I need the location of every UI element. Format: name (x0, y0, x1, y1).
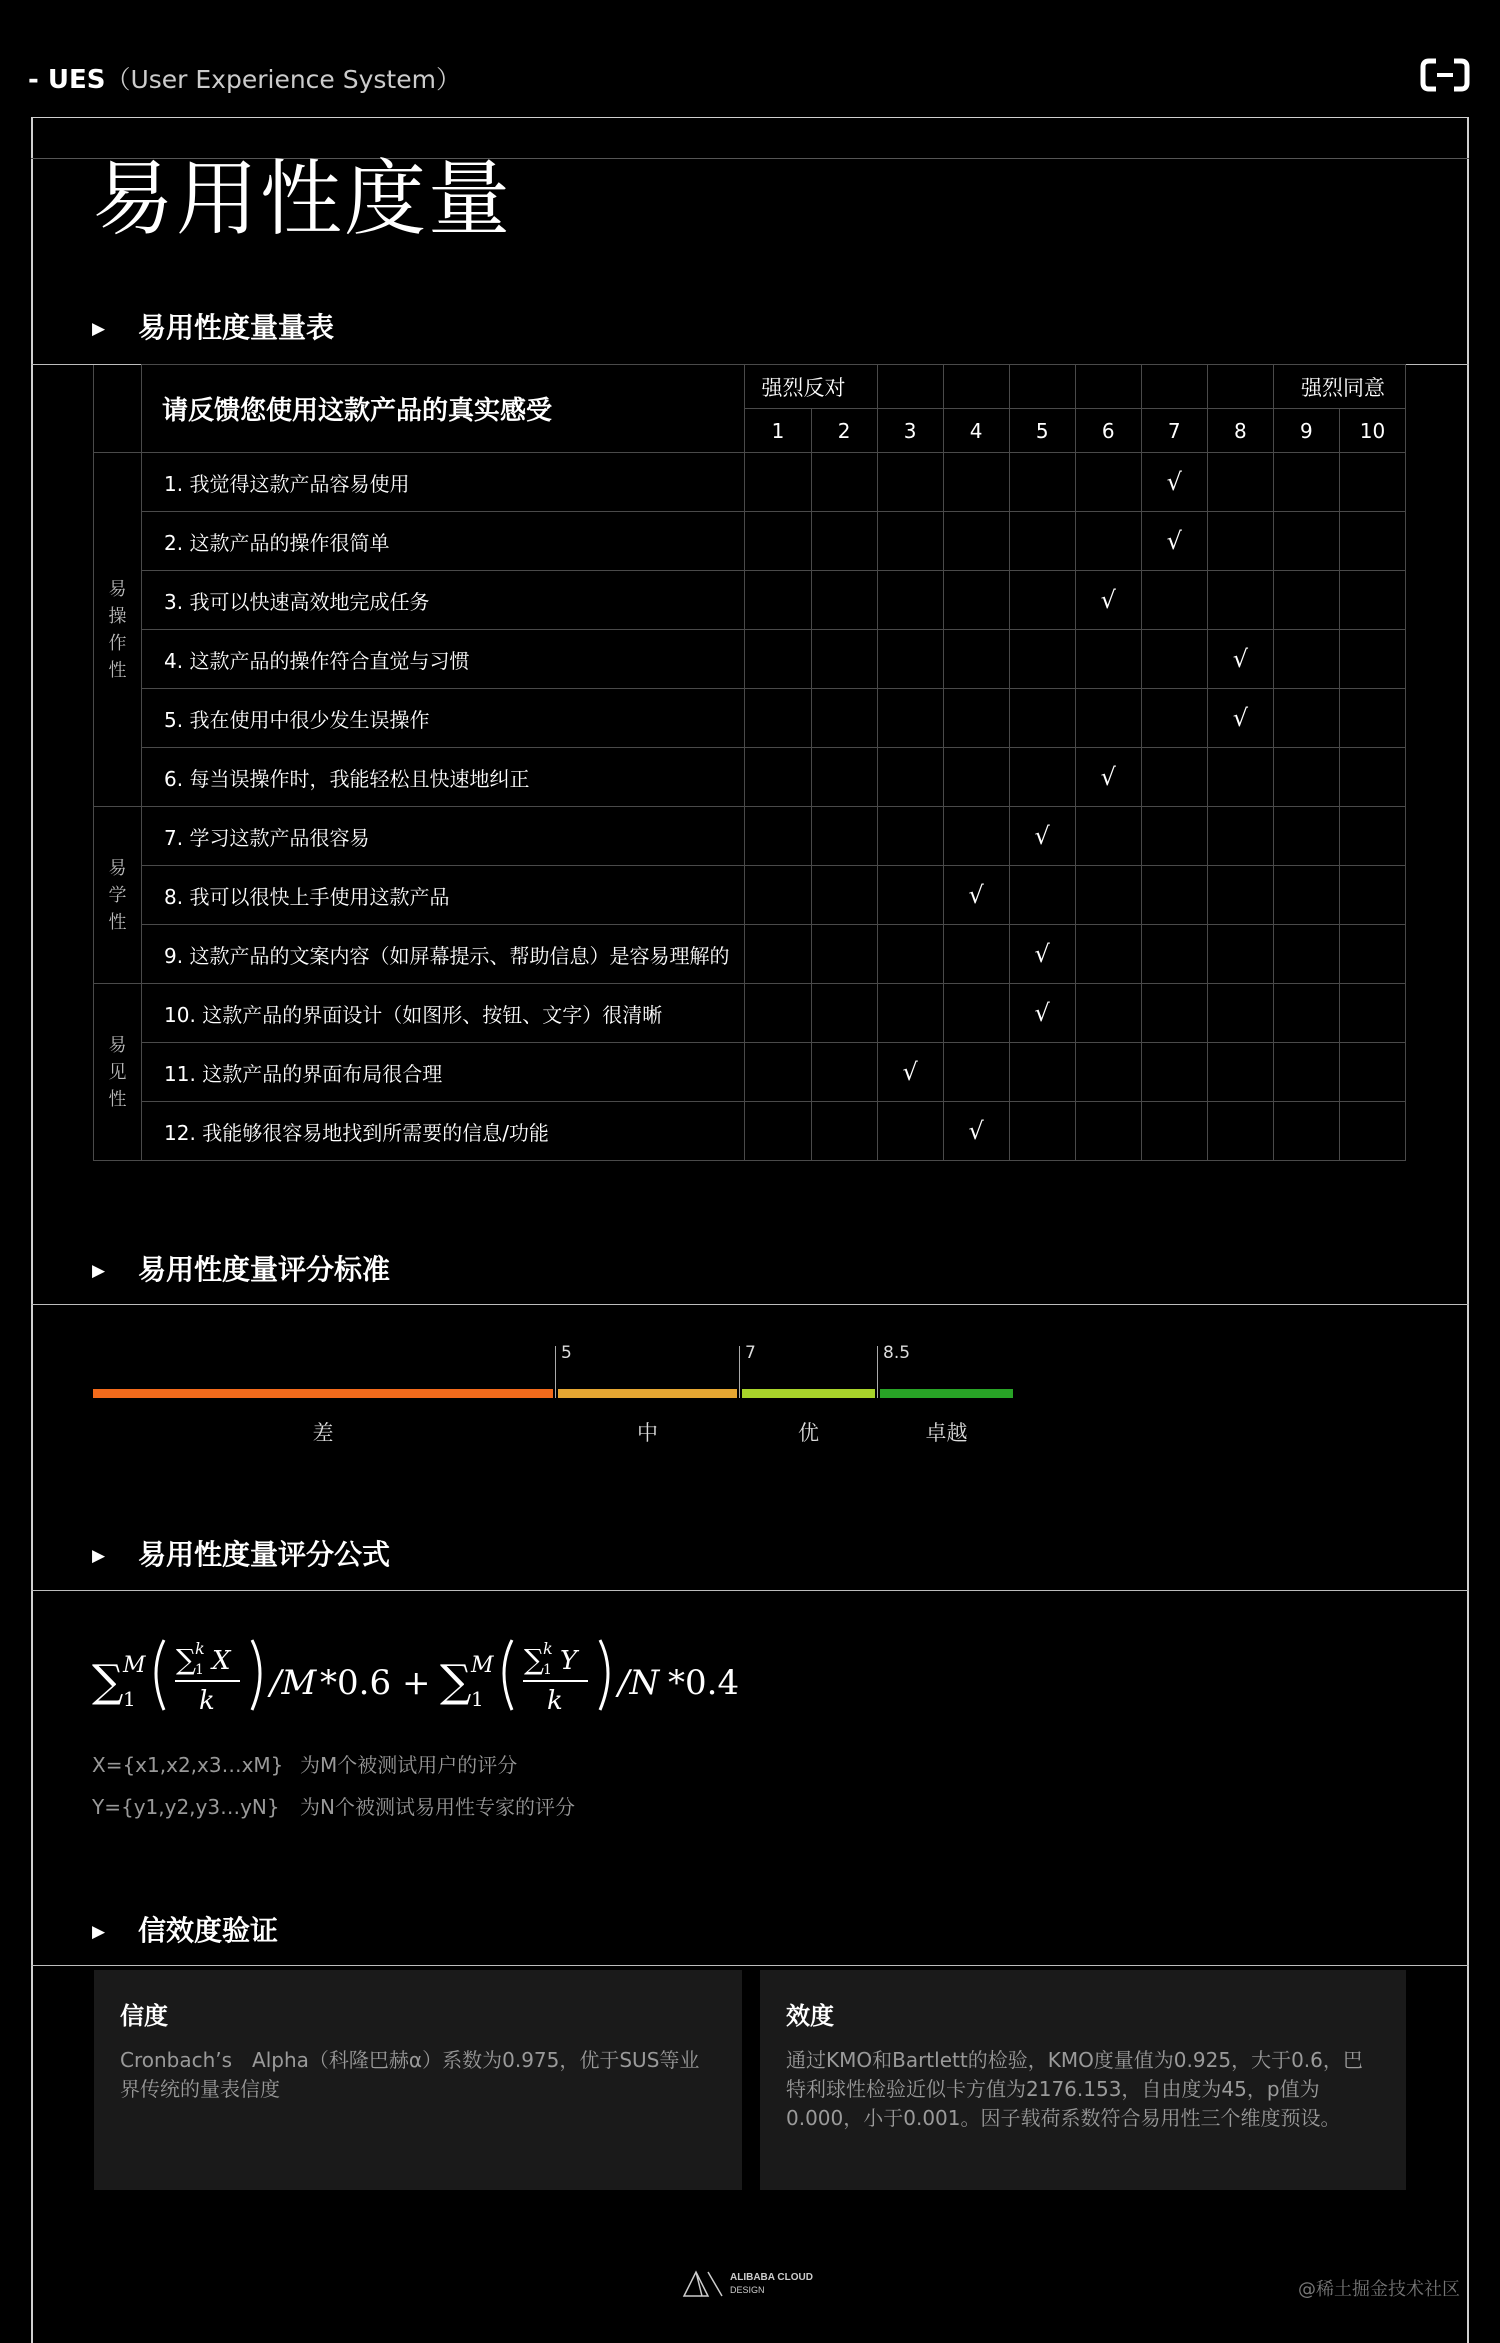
table-header-row (94, 365, 1406, 409)
brand-subtitle: （User Experience System） (105, 65, 461, 94)
inner2-lower-1: 1 (543, 1662, 552, 1678)
rating-cell[interactable] (1207, 453, 1273, 512)
var-y: Y (560, 1646, 578, 1676)
selected-check-cell[interactable]: √ (1207, 630, 1273, 689)
scale-number: 10 (1339, 409, 1405, 453)
rating-cell[interactable] (811, 1102, 877, 1161)
brand-title (28, 60, 461, 96)
rating-cell[interactable] (1339, 1043, 1405, 1102)
threshold-label: 7 (745, 1343, 756, 1363)
rating-cell[interactable] (1009, 1102, 1075, 1161)
triangle-bullet-icon: ▶ (92, 1922, 106, 1942)
rating-cell[interactable] (1207, 512, 1273, 571)
group-label-char: 见 (108, 1061, 127, 1083)
rating-cell[interactable] (943, 453, 1009, 512)
section-divider-2 (31, 1304, 1469, 1305)
rating-cell[interactable] (943, 1043, 1009, 1102)
rating-cell[interactable] (811, 748, 877, 807)
scale-number: 8 (1207, 409, 1273, 453)
survey-table (93, 364, 1406, 1157)
table-row (94, 807, 1406, 866)
rating-cell[interactable] (1207, 925, 1273, 984)
def-y-desc: 为N个被测试易用性专家的评分 (300, 1795, 575, 1819)
question-text: 7. 学习这款产品很容易 (142, 807, 745, 866)
rating-cell[interactable] (877, 925, 943, 984)
threshold-label: 8.5 (883, 1343, 911, 1363)
brand-prefix: - UES (28, 65, 106, 95)
question-text: 10. 这款产品的界面设计（如图形、按钮、文字）很清晰 (142, 984, 745, 1043)
triangle-bullet-icon: ▶ (92, 1546, 106, 1566)
validity-card (760, 1970, 1406, 2190)
rating-cell[interactable] (1339, 866, 1405, 925)
triangle-bullet-icon: ▶ (92, 319, 106, 339)
rating-cell[interactable] (943, 689, 1009, 748)
group-label-char: 操 (108, 605, 127, 627)
rating-cell[interactable] (1009, 630, 1075, 689)
alibaba-cloud-bracket-icon (1420, 58, 1470, 92)
rating-cell[interactable] (811, 807, 877, 866)
svg-text:∑: ∑ (524, 1643, 544, 1676)
validity-body: 通过KMO和Bartlett的检验，KMO度量值为0.925，大于0.6，巴特利球性检验近似卡方值为2176.153，自由度为45，p值为0.000，小于0.001。因子载荷系数符合易用性三个维度预设。 (786, 2048, 1363, 2130)
table-row (94, 689, 1406, 748)
rating-cell[interactable] (745, 807, 811, 866)
rating-cell[interactable] (1075, 1043, 1141, 1102)
group-label (94, 807, 142, 984)
rating-cell[interactable] (1339, 630, 1405, 689)
section-divider-4 (31, 1965, 1469, 1966)
header-blank-cell (1075, 365, 1141, 409)
weight-0-6: *0.6 (320, 1663, 392, 1703)
rating-cell[interactable] (745, 630, 811, 689)
rating-cell[interactable] (877, 984, 943, 1043)
reliability-card (94, 1970, 742, 2190)
question-text: 9. 这款产品的文案内容（如屏幕提示、帮助信息）是容易理解的 (142, 925, 745, 984)
def-x-set: X={x1,x2,x3…xM} (92, 1753, 284, 1777)
rating-cell[interactable] (1141, 1102, 1207, 1161)
rating-cell[interactable] (1339, 571, 1405, 630)
section-title: 信效度验证 (138, 1914, 279, 1947)
table-row (94, 748, 1406, 807)
header-blank-cell (1141, 365, 1207, 409)
rating-cell[interactable] (1141, 866, 1207, 925)
selected-check-cell[interactable]: √ (1141, 512, 1207, 571)
rating-cell[interactable] (811, 925, 877, 984)
rating-cell[interactable] (943, 748, 1009, 807)
rating-cell[interactable] (811, 984, 877, 1043)
selected-check-cell[interactable]: √ (1009, 807, 1075, 866)
scale-number: 6 (1075, 409, 1141, 453)
rating-cell[interactable] (1075, 1102, 1141, 1161)
rating-cell[interactable] (1273, 1043, 1339, 1102)
section-title: 易用性度量评分标准 (138, 1253, 391, 1286)
group-label-char: 易 (108, 1034, 127, 1056)
selected-check-cell[interactable]: √ (1009, 984, 1075, 1043)
svg-text:∑: ∑ (176, 1643, 196, 1676)
question-text: 5. 我在使用中很少发生误操作 (142, 689, 745, 748)
rating-cell[interactable] (1273, 571, 1339, 630)
score-band-2 (742, 1389, 875, 1398)
rating-cell[interactable] (1141, 925, 1207, 984)
rating-cell[interactable] (811, 571, 877, 630)
rating-cell[interactable] (877, 630, 943, 689)
rating-cell[interactable] (1141, 1043, 1207, 1102)
selected-check-cell[interactable]: √ (1075, 571, 1141, 630)
score-band-label: 中 (637, 1421, 658, 1445)
question-text: 3. 我可以快速高效地完成任务 (142, 571, 745, 630)
rating-cell[interactable] (1273, 925, 1339, 984)
threshold-tick (555, 1346, 556, 1398)
rating-cell[interactable] (1141, 689, 1207, 748)
logo-text-1: ALIBABA CLOUD (730, 2272, 813, 2283)
score-formula (92, 1626, 872, 1718)
selected-check-cell[interactable]: √ (1141, 453, 1207, 512)
rating-cell[interactable] (745, 748, 811, 807)
frame-right-line (1467, 117, 1469, 2343)
table-row (94, 984, 1406, 1043)
reliability-title: 信度 (120, 2002, 168, 2030)
formula-def-y (92, 1791, 575, 1820)
question-text: 8. 我可以很快上手使用这款产品 (142, 866, 745, 925)
rating-cell[interactable] (811, 866, 877, 925)
rating-cell[interactable] (745, 689, 811, 748)
rating-cell[interactable] (1207, 748, 1273, 807)
rating-cell[interactable] (943, 807, 1009, 866)
group-label-char: 性 (108, 659, 127, 681)
rating-cell[interactable] (1141, 984, 1207, 1043)
threshold-tick (877, 1346, 878, 1398)
rating-cell[interactable] (811, 453, 877, 512)
section-criteria (92, 1248, 390, 1288)
rating-cell[interactable] (877, 512, 943, 571)
logo-text-2: DESIGN (730, 2285, 765, 2295)
svg-text:∑: ∑ (92, 1656, 124, 1707)
scale-number: 4 (943, 409, 1009, 453)
rating-cell[interactable] (1141, 807, 1207, 866)
reliability-body: Cronbach’s Alpha（科隆巴赫α）系数为0.975，优于SUS等业界传统的量表信度 (120, 2048, 700, 2101)
rating-cell[interactable] (1075, 925, 1141, 984)
scale-number: 7 (1141, 409, 1207, 453)
rating-cell[interactable] (1075, 453, 1141, 512)
rating-cell[interactable] (1009, 1043, 1075, 1102)
rating-cell[interactable] (1009, 689, 1075, 748)
watermark: @稀土掘金技术社区 (1298, 2279, 1460, 2300)
section-title: 易用性度量量表 (138, 311, 335, 344)
header-blank-cell (1207, 365, 1273, 409)
page-title: 易用性度量 (92, 152, 513, 247)
rating-cell[interactable] (811, 630, 877, 689)
scale-number: 2 (811, 409, 877, 453)
rating-cell[interactable] (877, 571, 943, 630)
rating-cell[interactable] (1009, 512, 1075, 571)
question-text: 4. 这款产品的操作符合直觉与习惯 (142, 630, 745, 689)
rating-cell[interactable] (1009, 453, 1075, 512)
rating-cell[interactable] (1075, 630, 1141, 689)
triangle-bullet-icon: ▶ (92, 1261, 106, 1281)
rating-cell[interactable] (1141, 748, 1207, 807)
selected-check-cell[interactable]: √ (1009, 925, 1075, 984)
rating-cell[interactable] (877, 748, 943, 807)
table-row (94, 1102, 1406, 1161)
score-band-1 (558, 1389, 737, 1398)
sum2-lower-1: 1 (471, 1687, 484, 1711)
group-label-char: 易 (108, 578, 127, 600)
frame-top-line (31, 117, 1469, 118)
rating-cell[interactable] (745, 571, 811, 630)
rating-cell[interactable] (745, 1102, 811, 1161)
rating-cell[interactable] (943, 630, 1009, 689)
def-x-desc: 为M个被测试用户的评分 (300, 1753, 518, 1777)
rating-cell[interactable] (1273, 866, 1339, 925)
section-divider-3 (31, 1590, 1469, 1591)
score-band-0 (93, 1389, 553, 1398)
rating-cell[interactable] (745, 984, 811, 1043)
question-text: 11. 这款产品的界面布局很合理 (142, 1043, 745, 1102)
header-blank-cell (877, 365, 943, 409)
sum-upper-m: M (123, 1653, 146, 1678)
table-row (94, 925, 1406, 984)
rating-cell[interactable] (745, 512, 811, 571)
section-validation (92, 1909, 278, 1949)
rating-cell[interactable] (1339, 453, 1405, 512)
rating-cell[interactable] (943, 512, 1009, 571)
selected-check-cell[interactable]: √ (943, 1102, 1009, 1161)
rating-cell[interactable] (1075, 984, 1141, 1043)
rating-cell[interactable] (1339, 748, 1405, 807)
table-row (94, 1043, 1406, 1102)
weight-0-4: *0.4 (668, 1663, 740, 1703)
rating-cell[interactable] (811, 1043, 877, 1102)
rating-cell[interactable] (943, 571, 1009, 630)
section-scale-table (92, 306, 334, 346)
header-blank-cell (943, 365, 1009, 409)
rating-cell[interactable] (1273, 689, 1339, 748)
rating-cell[interactable] (1075, 866, 1141, 925)
scale-number: 9 (1273, 409, 1339, 453)
rating-cell[interactable] (877, 1102, 943, 1161)
rating-cell[interactable] (1339, 807, 1405, 866)
rating-cell[interactable] (877, 453, 943, 512)
question-text: 12. 我能够很容易地找到所需要的信息/功能 (142, 1102, 745, 1161)
table-row (94, 453, 1406, 512)
sum-lower-1: 1 (123, 1687, 136, 1711)
rating-cell[interactable] (1273, 453, 1339, 512)
group-label (94, 453, 142, 807)
rating-cell[interactable] (943, 925, 1009, 984)
threshold-label: 5 (561, 1343, 572, 1363)
rating-cell[interactable] (1339, 1102, 1405, 1161)
rating-cell[interactable] (745, 866, 811, 925)
left-anchor-label: 强烈反对 (745, 365, 877, 409)
validity-title: 效度 (786, 2002, 834, 2030)
rating-cell[interactable] (745, 925, 811, 984)
rating-cell[interactable] (1141, 571, 1207, 630)
section-formula (92, 1533, 390, 1573)
rating-cell[interactable] (811, 689, 877, 748)
group-label-char: 易 (108, 857, 127, 879)
inner2-denominator-k: k (547, 1686, 563, 1716)
question-text: 6. 每当误操作时，我能轻松且快速地纠正 (142, 748, 745, 807)
score-band-label: 优 (798, 1421, 819, 1445)
inner-upper-k: k (195, 1639, 205, 1658)
score-band-label: 差 (312, 1421, 334, 1445)
rating-cell[interactable] (1207, 866, 1273, 925)
rating-cell[interactable] (1207, 1102, 1273, 1161)
group-label-char: 性 (108, 911, 127, 933)
threshold-tick (739, 1346, 740, 1398)
inner-lower-1: 1 (195, 1662, 204, 1678)
selected-check-cell[interactable]: √ (943, 866, 1009, 925)
rating-cell[interactable] (1009, 866, 1075, 925)
rating-cell[interactable] (1207, 807, 1273, 866)
rating-cell[interactable] (1273, 1102, 1339, 1161)
group-label-char: 性 (108, 1088, 127, 1110)
rating-cell[interactable] (1339, 984, 1405, 1043)
rating-cell[interactable] (1207, 1043, 1273, 1102)
right-anchor-label: 强烈同意 (1273, 365, 1405, 409)
table-row (94, 512, 1406, 571)
rating-cell[interactable] (1075, 689, 1141, 748)
rating-cell[interactable] (1273, 630, 1339, 689)
question-text: 2. 这款产品的操作很简单 (142, 512, 745, 571)
rating-cell[interactable] (1075, 807, 1141, 866)
divide-n: /N (618, 1663, 660, 1703)
scale-number: 1 (745, 409, 811, 453)
frame-left-line (31, 117, 33, 2343)
inner2-upper-k: k (543, 1639, 553, 1658)
rating-cell[interactable] (1009, 571, 1075, 630)
header-blank-cell (1009, 365, 1075, 409)
rating-cell[interactable] (811, 512, 877, 571)
selected-check-cell[interactable]: √ (877, 1043, 943, 1102)
scale-number: 5 (1009, 409, 1075, 453)
score-band-label: 卓越 (925, 1421, 968, 1445)
rating-cell[interactable] (1273, 807, 1339, 866)
rating-cell[interactable] (1207, 571, 1273, 630)
group-label-char: 学 (108, 884, 127, 906)
rating-cell[interactable] (1339, 689, 1405, 748)
table-row (94, 571, 1406, 630)
section-title: 易用性度量评分公式 (138, 1538, 391, 1571)
question-text: 1. 我觉得这款产品容易使用 (142, 453, 745, 512)
group-label (94, 984, 142, 1161)
formula-def-x (92, 1749, 517, 1778)
table-row (94, 630, 1406, 689)
sum2-upper-m: M (471, 1653, 494, 1678)
rating-cell[interactable] (1141, 630, 1207, 689)
selected-check-cell[interactable]: √ (1207, 689, 1273, 748)
rating-cell[interactable] (1075, 512, 1141, 571)
plus-sign: + (402, 1663, 431, 1703)
rating-cell[interactable] (1339, 512, 1405, 571)
rating-cell[interactable] (877, 866, 943, 925)
var-x: X (212, 1646, 231, 1676)
inner-denominator-k: k (199, 1686, 215, 1716)
rating-cell[interactable] (1273, 512, 1339, 571)
table-row (94, 866, 1406, 925)
corner-cell (94, 365, 142, 453)
group-label-char: 作 (108, 632, 127, 654)
rating-cell[interactable] (1009, 748, 1075, 807)
selected-check-cell[interactable]: √ (1075, 748, 1141, 807)
rating-cell[interactable] (1273, 984, 1339, 1043)
divide-m: /M (270, 1663, 317, 1703)
rating-cell[interactable] (1339, 925, 1405, 984)
svg-text:∑: ∑ (440, 1656, 472, 1707)
rating-cell[interactable] (1273, 748, 1339, 807)
rating-cell[interactable] (745, 1043, 811, 1102)
rating-cell[interactable] (1207, 984, 1273, 1043)
survey-prompt: 请反馈您使用这款产品的真实感受 (142, 365, 745, 453)
score-band-3 (880, 1389, 1013, 1398)
def-y-set: Y={y1,y2,y3…yN} (92, 1795, 280, 1819)
scale-number: 3 (877, 409, 943, 453)
alibaba-cloud-design-logo (682, 2268, 822, 2298)
rating-cell[interactable] (877, 689, 943, 748)
rating-cell[interactable] (745, 453, 811, 512)
rating-cell[interactable] (943, 984, 1009, 1043)
rating-cell[interactable] (877, 807, 943, 866)
